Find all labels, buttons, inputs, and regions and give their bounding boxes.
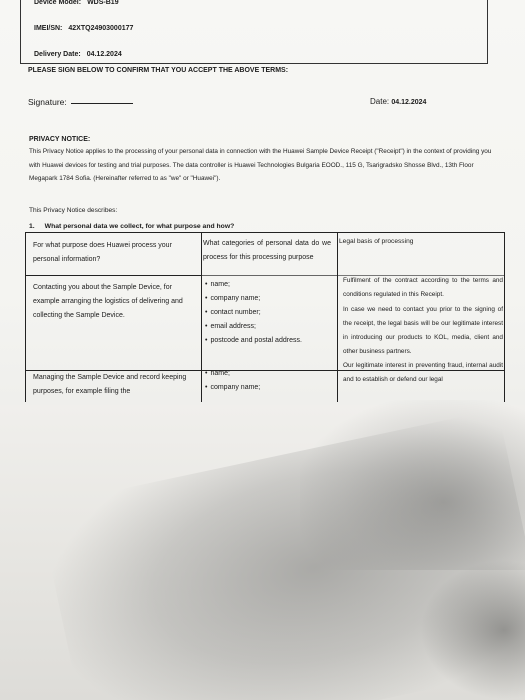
row2-legal-basis: Our legitimate interest in preventing fraud, internal audit and to establish or defend our legal: [343, 362, 503, 383]
list-item: • contact number;: [205, 306, 335, 320]
table-header-divider: [25, 275, 202, 276]
section-1-heading: [29, 223, 234, 230]
row1-legal-basis-1: Fulfilment of the contract according to the terms and conditions regulated in this Receipt.: [343, 277, 503, 298]
signature-field: [28, 97, 133, 107]
device-model-value: WDS-B19: [87, 0, 119, 6]
row1-legal-basis-2: In case we need to contact you prior to the signing of the receipt, the legal basis will be our legitimate interest in introducing our products to KOL, media, client and other business partners.: [343, 306, 503, 355]
privacy-notice-body: This Privacy Notice applies to the processing of your personal data in connection with the Huawei Sample Device Receipt ("Receipt") in the context of providing you with Huawei devices for testing and trial purposes. The data controller is Huawei Technologies Bulgaria EOOD., 115 G, Tsarigradsko Shosse Blvd., 13th Floor Megapark 1784 Sofia. (Hereinafter referred to as "we" or "Huawei").: [29, 148, 492, 182]
delivery-date-field: [34, 51, 122, 58]
list-item: • company name;: [205, 292, 335, 306]
date-value: 04.12.2024: [391, 99, 427, 106]
privacy-describes: This Privacy Notice describes:: [29, 207, 118, 214]
imei-label: IMEI/SN:: [34, 25, 63, 32]
table-border-left: [25, 232, 26, 402]
sign-confirm-text: PLEASE SIGN BELOW TO CONFIRM THAT YOU ACCEPT THE ABOVE TERMS:: [28, 67, 289, 74]
section-1-title: What personal data we collect, for what purpose and how?: [44, 223, 235, 230]
imei-field: [34, 25, 133, 32]
table-column-divider: [201, 232, 202, 402]
privacy-notice-title: PRIVACY NOTICE:: [29, 136, 91, 143]
table-header-purpose: For what purpose does Huawei process your personal information?: [33, 242, 172, 263]
personal-data-table: [25, 232, 505, 402]
row2-categories: [205, 367, 335, 395]
table-border-top: [25, 232, 505, 233]
table-header-divider: [202, 275, 338, 276]
row2-purpose: Managing the Sample Device and record keeping purposes, for example filing the: [33, 374, 187, 395]
table-header-legal-basis: Legal basis of processing: [339, 238, 414, 245]
list-item: • postcode and postal address.: [205, 334, 335, 348]
device-model-label: Device Model:: [34, 0, 82, 6]
signature-date: [370, 97, 426, 106]
list-item: • email address;: [205, 320, 335, 334]
list-item: • name;: [205, 278, 335, 292]
date-label: Date:: [370, 97, 390, 106]
signature-label: Signature:: [28, 97, 67, 107]
list-item: • name;: [205, 367, 335, 381]
device-info-box: [20, 0, 488, 64]
imei-value: 42XTQ24903000177: [68, 25, 134, 32]
delivery-date-value: 04.12.2024: [86, 51, 122, 58]
table-border-right: [504, 232, 505, 402]
photo-shadow: [420, 560, 525, 700]
table-header-categories: What categories of personal data do we process for this processing purpose: [203, 240, 331, 261]
device-model-field: [34, 0, 119, 6]
delivery-date-label: Delivery Date:: [34, 51, 81, 58]
section-1-number: 1.: [29, 223, 35, 230]
row1-categories: [205, 278, 335, 348]
list-item: • company name;: [205, 381, 335, 395]
row1-purpose: Contacting you about the Sample Device, for example arranging the logistics of delivering and collecting the Sample Device.: [33, 284, 183, 319]
signature-line: [71, 103, 133, 104]
table-column-divider: [337, 232, 338, 402]
